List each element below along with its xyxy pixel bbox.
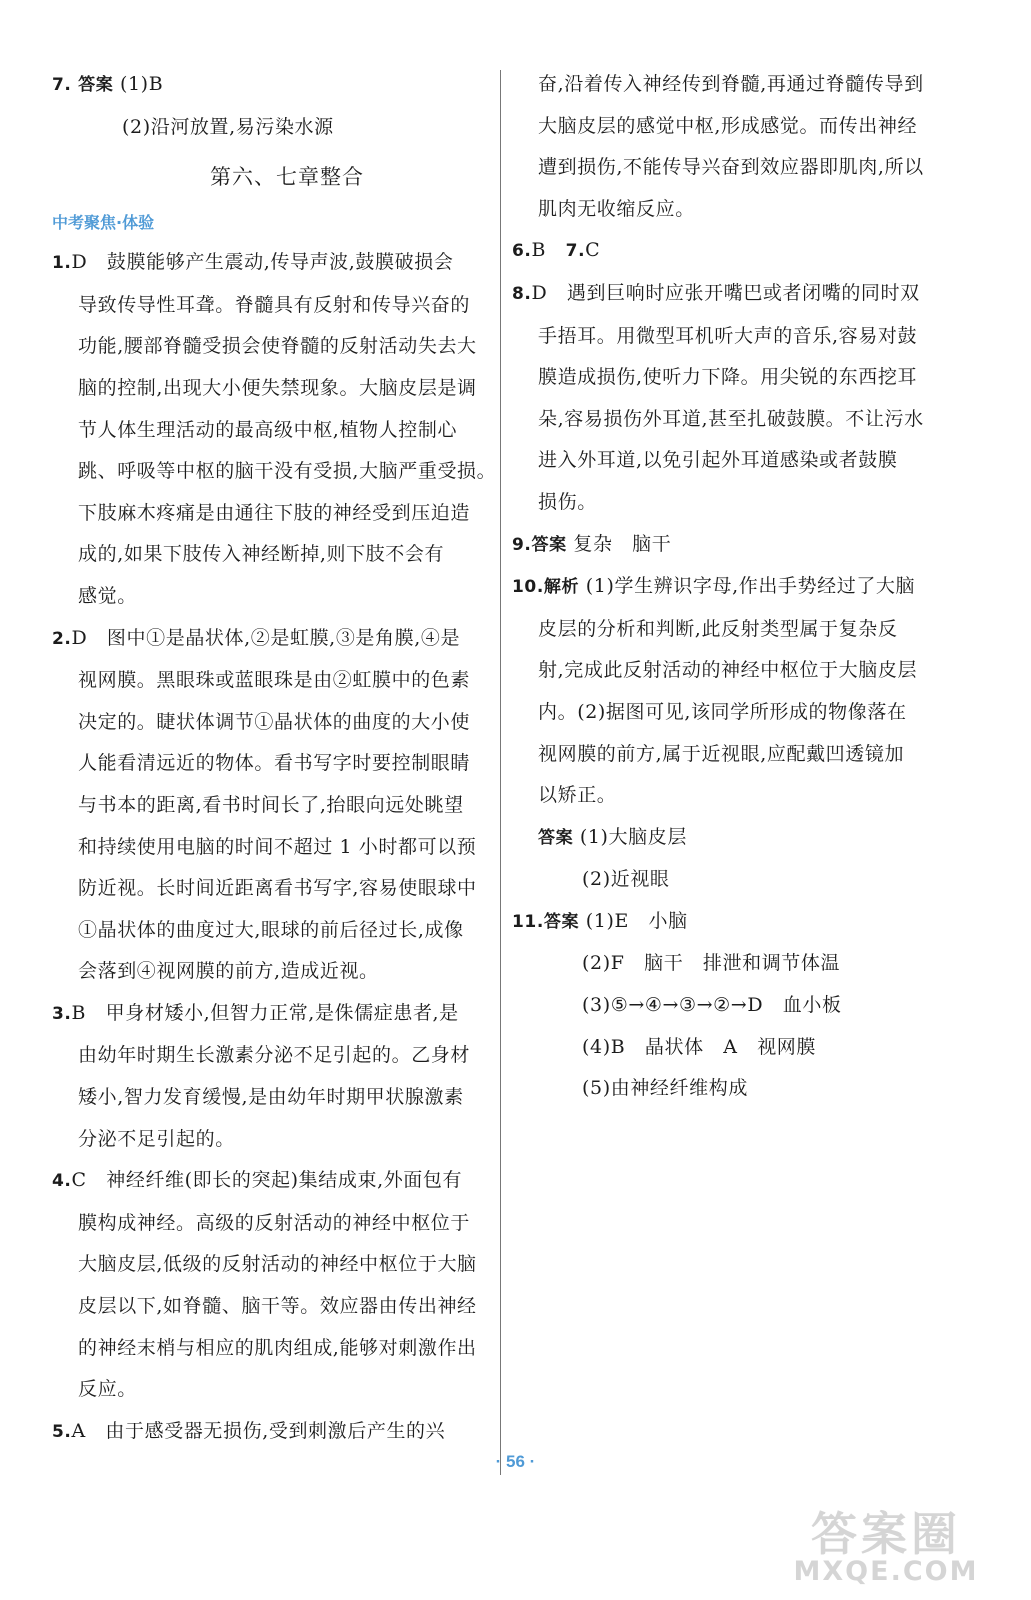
left-column xyxy=(52,64,497,1453)
right-column xyxy=(512,64,957,1110)
q11-block: 11.答案 (1)E 小脑 (2)F 脑干 排泄和调节体温 (3)⑤→④→③→②→D 血小板 (4)B 晶状体 A 视网膜 (5)由神经纤维构成 xyxy=(512,909,842,1100)
q1-block: 1.D 鼓膜能够产生震动,传导声波,鼓膜破损会 导致传导性耳聋。脊髓具有反射和传导兴奋的 功能,腰部脊髓受损会使脊髓的反射活动失去大 脑的控制,出现大小便失禁现象。大脑皮层是调 节人体生理活动的最高级中枢,植物人控制心 跳、呼吸等中枢的脑干没有受损,大脑严重受损。 下肢麻木疼痛是由通往下肢的神经受到压迫造 成的,如果下肢传入神经断掉,则下肢不会有 感觉。 xyxy=(52,251,497,607)
page-number: · 56 · xyxy=(495,1452,536,1471)
q3-block: 3.B 甲身材矮小,但智力正常,是侏儒症患者,是 由幼年时期生长激素分泌不足引起的。乙身材 矮小,智力发育缓慢,是由幼年时期甲状腺激素 分泌不足引起的。 xyxy=(52,1001,471,1150)
q4-block: 4.C 神经纤维(即长的突起)集结成束,外面包有 膜构成神经。高级的反射活动的神经中枢位于 大脑皮层,低级的反射活动的神经中枢位于大脑 皮层以下,如脊髓、脑干等。效应器由传出神经 的神经末梢与相应的肌肉组成,能够对刺激作出 反应。 xyxy=(52,1169,477,1401)
q7-answer-2: (2)沿河放置,易污染水源 xyxy=(122,115,334,138)
q10-block: 10.解析 (1)学生辨识字母,作出手势经过了大脑 皮层的分析和判断,此反射类型属于复杂反 射,完成此反射活动的神经中枢位于大脑皮层 内。(2)据图可见,该同学所形成的物像落在 视网膜的前方,属于近视眼,应配戴凹透镜加 以矫正。 答案 (1)大脑皮层 (2)近视眼 xyxy=(512,575,918,891)
q2-block: 2.D 图中①是晶状体,②是虹膜,③是角膜,④是 视网膜。黑眼珠或蓝眼珠是由②虹膜中的色素 决定的。睫状体调节①晶状体的曲度的大小使 人能看清远近的物体。看书写字时要控制眼睛 与书本的距离,看书时间长了,抬眼向远处眺望 和持续使用电脑的时间不超过 1 小时都可以预 防近视。长时间近距离看书写字,容易使眼球中 ①晶状体的曲度过大,眼球的前后径过长,成像 会落到④视网膜的前方,造成近视。 xyxy=(52,626,477,983)
q9-answer: 9.答案 复杂 脑干 xyxy=(512,532,672,555)
q5-continuation: 奋,沿着传入神经传到脊髓,再通过脊髓传导到 大脑皮层的感觉中枢,形成感觉。而传出神经 遭到损伤,不能传导兴奋到效应器即肌肉,所以 肌肉无收缩反应。 xyxy=(538,73,924,220)
q6-q7-answers: 6.B 7.C xyxy=(512,239,601,262)
q5-block: 5.A 由于感受器无损伤,受到刺激后产生的兴 xyxy=(52,1419,446,1442)
chapter-title: 第六、七章整合 xyxy=(210,165,364,190)
q7-answer: 7. 答案 (1)B xyxy=(52,73,164,95)
section-heading: 中考聚焦·体验 xyxy=(52,213,155,233)
watermark-logo: 答案圈 MXQE.COM xyxy=(793,1507,979,1587)
q8-block: 8.D 遇到巨响时应张开嘴巴或者闭嘴的同时双 手捂耳。用微型耳机听大声的音乐,容易对鼓 膜造成损伤,使听力下降。用尖锐的东西挖耳 朵,容易损伤外耳道,甚至扎破鼓膜。不让污水 进入外耳道,以免引起外耳道感染或者鼓膜 损伤。 xyxy=(512,281,924,513)
column-divider xyxy=(500,70,501,1475)
